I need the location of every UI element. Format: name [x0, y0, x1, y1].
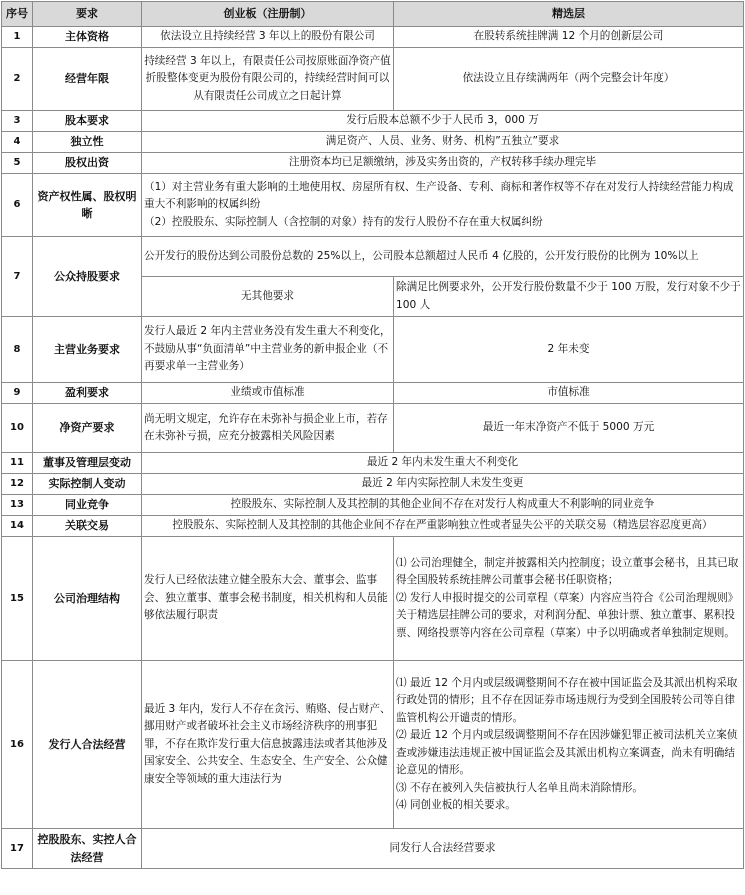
row-number: 1 — [2, 27, 33, 48]
row-number: 3 — [2, 111, 33, 132]
requirement-label: 资产权性属、股权明晰 — [33, 174, 142, 237]
requirement-label: 净资产要求 — [33, 404, 142, 453]
table-row — [2, 661, 744, 829]
select-tier-cell: 依法设立且存续满两年（两个完整会计年度） — [394, 48, 744, 111]
row-number: 5 — [2, 153, 33, 174]
clause-2: （2）控股股东、实际控制人（含控制的对象）持有的发行人股份不存在重大权属纠纷 — [144, 215, 543, 228]
row-number: 6 — [2, 174, 33, 237]
row-number: 15 — [2, 537, 33, 661]
row-number: 17 — [2, 829, 33, 869]
clause-1: ⑴ 公司治理健全，制定并披露相关内控制度；设立董事会秘书，且其已取得全国股转系统挂牌公司董事会秘书任职资格； — [396, 556, 739, 587]
shared-cell: 最近 2 年内未发生重大不利变化 — [142, 453, 744, 474]
row-number: 16 — [2, 661, 33, 829]
shared-cell: 控股股东、实际控制人及其控制的其他企业间不存在严重影响独立性或者显失公平的关联交易（精选层容忍度更高） — [142, 516, 744, 537]
clause-3: ⑶ 不存在被列入失信被执行人名单且尚未消除情形。 — [396, 781, 644, 794]
shared-cell — [142, 174, 744, 237]
header-no: 序号 — [2, 2, 33, 27]
select-tier-cell: 最近一年末净资产不低于 5000 万元 — [394, 404, 744, 453]
chinext-cell: 持续经营 3 年以上，有限责任公司按原账面净资产值折股整体变更为股份有限公司的，持续经营时间可以从有限责任公司成立之日起计算 — [142, 48, 394, 111]
chinext-cell: 业绩或市值标准 — [142, 383, 394, 404]
row-number: 9 — [2, 383, 33, 404]
requirement-label: 主体资格 — [33, 27, 142, 48]
shared-cell: 满足资产、人员、业务、财务、机构”五独立”要求 — [142, 132, 744, 153]
select-tier-cell: 2 年未变 — [394, 317, 744, 383]
table-row — [2, 153, 744, 174]
table-row — [2, 48, 744, 111]
table-row — [2, 537, 744, 661]
table-row — [2, 174, 744, 237]
requirement-label: 关联交易 — [33, 516, 142, 537]
table-row — [2, 111, 744, 132]
table-row — [2, 453, 744, 474]
shared-cell: 发行后股本总额不少于人民币 3，000 万 — [142, 111, 744, 132]
table-row — [2, 829, 744, 869]
table-row — [2, 516, 744, 537]
select-tier-cell: 市值标准 — [394, 383, 744, 404]
row-number: 11 — [2, 453, 33, 474]
table-row — [2, 237, 744, 277]
table-row — [2, 383, 744, 404]
shared-cell: 注册资本均已足额缴纳，涉及实务出资的，产权转移手续办理完毕 — [142, 153, 744, 174]
row-number: 10 — [2, 404, 33, 453]
requirement-label: 主营业务要求 — [33, 317, 142, 383]
requirement-label: 经营年限 — [33, 48, 142, 111]
shared-cell: 控股股东、实际控制人及其控制的其他企业间不存在对发行人构成重大不利影响的同业竞争 — [142, 495, 744, 516]
requirement-label: 董事及管理层变动 — [33, 453, 142, 474]
select-tier-cell — [394, 661, 744, 829]
comparison-table — [1, 1, 744, 869]
clause-2: ⑵ 发行人申报时提交的公司章程（草案）内容应当符合《公司治理规则》关于精选层挂牌公司的要求，对利润分配、单独计票、独立董事、累积投票、网络投票等内容在公司章程（草案）中予以明确或者单独制定规则。 — [396, 591, 739, 639]
select-tier-cell: 除满足比例要求外，公开发行股份数量不少于 100 万股，发行对象不少于 100 人 — [394, 277, 744, 317]
select-tier-cell: 在股转系统挂牌满 12 个月的创新层公司 — [394, 27, 744, 48]
clause-2: ⑵ 最近 12 个月内或层级调整期间不存在因涉嫌犯罪正被司法机关立案侦查或涉嫌违法违规正被中国证监会及其派出机构立案调查，尚未有明确结论意见的情形。 — [396, 729, 738, 776]
row-number: 13 — [2, 495, 33, 516]
requirement-label: 独立性 — [33, 132, 142, 153]
chinext-cell: 依法设立且持续经营 3 年以上的股份有限公司 — [142, 27, 394, 48]
chinext-cell: 无其他要求 — [142, 277, 394, 317]
shared-cell: 最近 2 年内实际控制人未发生变更 — [142, 474, 744, 495]
header-row — [2, 2, 744, 27]
clause-1: （1）对主营业务有重大影响的土地使用权、房屋所有权、生产设备、专利、商标和著作权等不存在对发行人持续经营能力构成重大不利影响的权属纠纷 — [144, 180, 734, 211]
clause-4: ⑷ 同创业板的相关要求。 — [396, 799, 516, 811]
row-number: 4 — [2, 132, 33, 153]
chinext-cell: 最近 3 年内，发行人不存在贪污、贿赂、侵占财产、挪用财产或者破坏社会主义市场经济秩序的刑事犯罪，不存在欺诈发行重大信息披露违法或者其他涉及国家安全、公共安全、生态安全、生产安全、公众健康安全等领域的重大违法行为 — [142, 661, 394, 829]
requirement-label: 控股股东、实控人合法经营 — [33, 829, 142, 869]
table-row — [2, 317, 744, 383]
chinext-cell: 发行人最近 2 年内主营业务没有发生重大不利变化，不鼓励从事“负面清单”中主营业务的新申报企业（不再要求单一主营业务） — [142, 317, 394, 383]
select-tier-cell — [394, 537, 744, 661]
table-row — [2, 27, 744, 48]
requirement-label: 公司治理结构 — [33, 537, 142, 661]
shared-cell: 同发行人合法经营要求 — [142, 829, 744, 869]
requirement-label: 股本要求 — [33, 111, 142, 132]
row-number: 12 — [2, 474, 33, 495]
shared-cell: 公开发行的股份达到公司股份总数的 25%以上，公司股本总额超过人民币 4 亿股的，公开发行股份的比例为 10%以上 — [142, 237, 744, 277]
row-number: 14 — [2, 516, 33, 537]
requirement-label: 盈利要求 — [33, 383, 142, 404]
requirement-label: 发行人合法经营 — [33, 661, 142, 829]
requirement-label: 实际控制人变动 — [33, 474, 142, 495]
chinext-cell: 发行人已经依法建立健全股东大会、董事会、监事会、独立董事、董事会秘书制度，相关机构和人员能够依法履行职责 — [142, 537, 394, 661]
table-row — [2, 474, 744, 495]
header-select-tier: 精选层 — [394, 2, 744, 27]
requirement-label: 同业竞争 — [33, 495, 142, 516]
header-requirement: 要求 — [33, 2, 142, 27]
table-row — [2, 132, 744, 153]
chinext-cell: 尚无明文规定，允许存在未弥补与损企业上市，若存在未弥补亏损，应充分披露相关风险因素 — [142, 404, 394, 453]
header-chinext: 创业板（注册制） — [142, 2, 394, 27]
requirement-label: 公众持股要求 — [33, 237, 142, 317]
table-row — [2, 495, 744, 516]
requirement-label: 股权出资 — [33, 153, 142, 174]
row-number: 7 — [2, 237, 33, 317]
row-number: 2 — [2, 48, 33, 111]
row-number: 8 — [2, 317, 33, 383]
clause-1: ⑴ 最近 12 个月内或层级调整期间不存在被中国证监会及其派出机构采取行政处罚的情形；且不存在因证券市场违规行为受到全国股转公司等自律监管机构公开谴责的情形。 — [396, 676, 738, 724]
table-row — [2, 404, 744, 453]
